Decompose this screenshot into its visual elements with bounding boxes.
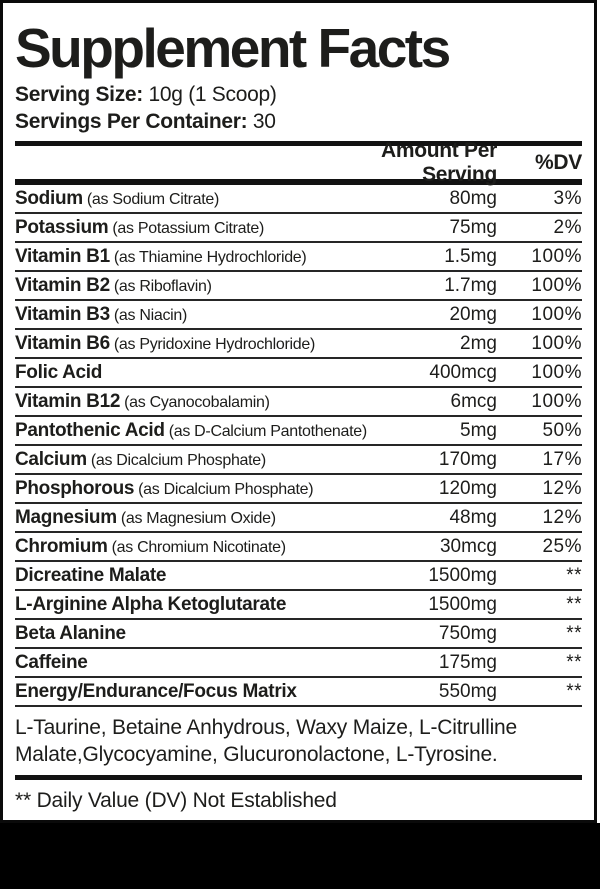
nutrient-detail: (as Cyanocobalamin) (124, 393, 270, 411)
table-row (15, 359, 582, 388)
nutrient-detail: (as Chromium Nicotinate) (111, 538, 286, 556)
daily-value-footnote: ** Daily Value (DV) Not Established (15, 789, 337, 812)
column-header-row (15, 138, 582, 186)
nutrient-detail: (as Potassium Citrate) (112, 219, 265, 237)
nutrient-detail: (as Pyridoxine Hydrochloride) (113, 335, 316, 353)
nutrient-dv: 100% (531, 361, 582, 383)
nutrient-amount: 80mg (449, 187, 497, 209)
table-row (15, 533, 582, 562)
nutrient-dv: 17% (542, 448, 582, 470)
serving-size-line (15, 84, 582, 106)
nutrient-dv: ** (566, 564, 582, 586)
nutrient-name: Caffeine (15, 651, 88, 673)
column-header-amount: Amount Per Serving (380, 138, 497, 186)
nutrient-name: Energy/Endurance/Focus Matrix (15, 680, 297, 702)
table-row (15, 417, 582, 446)
table-row (15, 562, 582, 591)
nutrient-dv: 100% (531, 245, 582, 267)
nutrient-name: Calcium (15, 448, 87, 470)
servings-per-container-value: 30 (252, 110, 276, 133)
nutrient-amount: 1.7mg (444, 274, 497, 296)
table-row (15, 243, 582, 272)
nutrient-name: Vitamin B2 (15, 274, 110, 296)
nutrient-name: Vitamin B3 (15, 303, 110, 325)
nutrient-detail: (as Magnesium Oxide) (120, 509, 276, 527)
serving-size-label: Serving Size: (15, 83, 143, 106)
table-row (15, 591, 582, 620)
nutrient-dv: 50% (542, 419, 582, 441)
nutrient-amount: 1.5mg (444, 245, 497, 267)
nutrient-detail: (as Dicalcium Phosphate) (90, 451, 266, 469)
table-row (15, 301, 582, 330)
nutrient-detail: (as Dicalcium Phosphate) (138, 480, 314, 498)
nutrient-name: Phosphorous (15, 477, 135, 499)
nutrient-amount: 175mg (438, 651, 497, 673)
nutrient-dv: 100% (531, 332, 582, 354)
nutrient-amount: 170mg (438, 448, 497, 470)
nutrient-name: Vitamin B1 (15, 245, 110, 267)
nutrient-name: Sodium (15, 187, 83, 209)
table-row (15, 446, 582, 475)
column-header-dv: %DV (535, 150, 582, 174)
panel-title: Supplement Facts (15, 17, 449, 79)
serving-size-value: 10g (1 Scoop) (148, 83, 277, 106)
table-row (15, 620, 582, 649)
nutrient-detail: (as Riboflavin) (113, 277, 212, 295)
nutrient-dv: 25% (542, 535, 582, 557)
nutrient-amount: 5mg (460, 419, 497, 441)
nutrient-dv: 3% (553, 187, 582, 209)
nutrient-dv: ** (566, 680, 582, 702)
nutrient-name: Dicreatine Malate (15, 564, 167, 586)
table-row (15, 388, 582, 417)
table-row (15, 504, 582, 533)
nutrient-amount: 400mcg (429, 361, 497, 383)
servings-per-container-label: Servings Per Container: (15, 110, 248, 133)
nutrient-name: Folic Acid (15, 361, 103, 383)
nutrient-dv: 100% (531, 303, 582, 325)
nutrient-detail: (as Sodium Citrate) (86, 190, 219, 208)
bottom-black-band (0, 823, 600, 889)
nutrient-detail: (as Thiamine Hydrochloride) (113, 248, 307, 266)
table-row (15, 272, 582, 301)
nutrient-name: Beta Alanine (15, 622, 126, 644)
table-row (15, 678, 582, 707)
nutrient-detail: (as Niacin) (113, 306, 188, 324)
nutrient-amount: 2mg (460, 332, 497, 354)
nutrient-amount: 6mcg (450, 390, 497, 412)
nutrient-detail: (as D-Calcium Pantothenate) (168, 422, 367, 440)
nutrient-dv: ** (566, 651, 582, 673)
nutrient-name: Potassium (15, 216, 109, 238)
nutrient-dv: ** (566, 622, 582, 644)
nutrient-name: L-Arginine Alpha Ketoglutarate (15, 593, 287, 615)
divider-thick-footnote (15, 775, 582, 780)
nutrient-name: Vitamin B6 (15, 332, 110, 354)
table-row (15, 185, 582, 214)
nutrient-amount: 20mg (449, 303, 497, 325)
table-row (15, 649, 582, 678)
nutrient-table (15, 185, 582, 707)
nutrient-name: Pantothenic Acid (15, 419, 165, 441)
nutrient-name: Vitamin B12 (15, 390, 121, 412)
other-ingredients-text: L-Taurine, Betaine Anhydrous, Waxy Maize, L-Citrulline Malate,Glycocyamine, Glucuronolactone, L-Tyrosine. (15, 716, 517, 766)
nutrient-amount: 30mcg (439, 535, 497, 557)
table-row (15, 214, 582, 243)
nutrient-amount: 48mg (449, 506, 497, 528)
nutrient-dv: 100% (531, 274, 582, 296)
table-row (15, 330, 582, 359)
nutrient-name: Magnesium (15, 506, 117, 528)
nutrient-amount: 75mg (449, 216, 497, 238)
nutrient-dv: 2% (553, 216, 582, 238)
table-row (15, 475, 582, 504)
nutrient-amount: 750mg (438, 622, 497, 644)
nutrient-amount: 550mg (438, 680, 497, 702)
servings-per-container-line (15, 111, 582, 133)
nutrient-dv: 12% (542, 477, 582, 499)
nutrient-dv: 12% (542, 506, 582, 528)
nutrient-amount: 1500mg (428, 593, 497, 615)
nutrient-dv: ** (566, 593, 582, 615)
nutrient-name: Chromium (15, 535, 108, 557)
nutrient-amount: 120mg (438, 477, 497, 499)
nutrient-dv: 100% (531, 390, 582, 412)
nutrient-amount: 1500mg (428, 564, 497, 586)
